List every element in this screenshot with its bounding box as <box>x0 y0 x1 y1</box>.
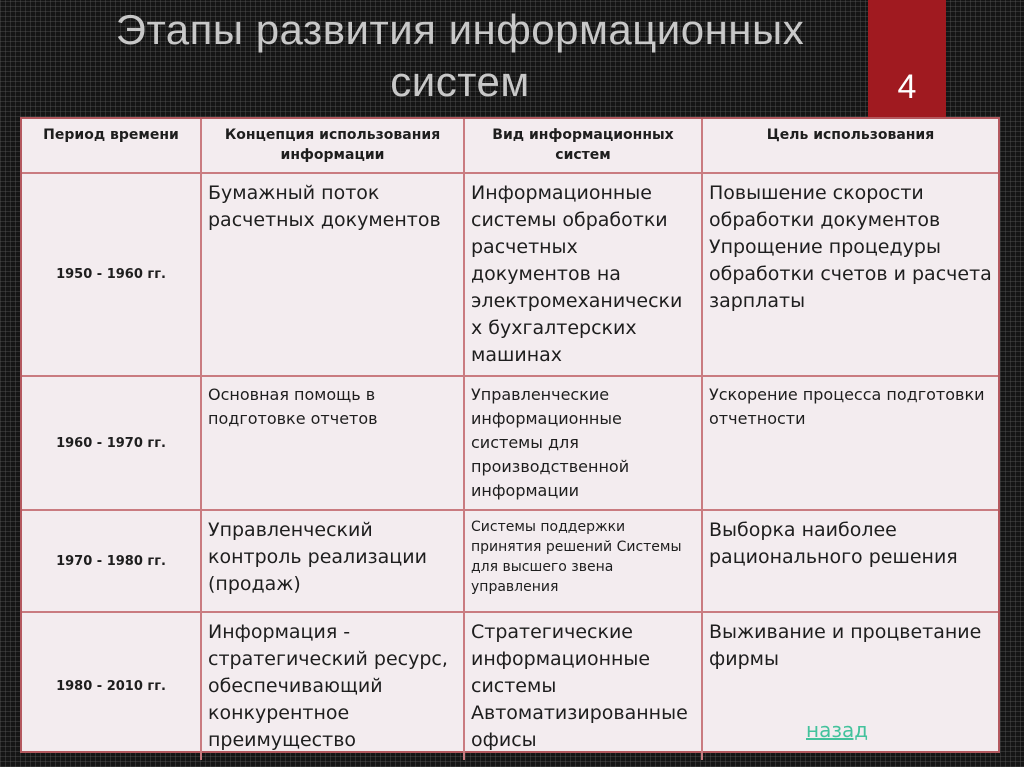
header-period: Период времени <box>22 119 201 173</box>
slide-title: Этапы развития информационных систем <box>115 6 805 105</box>
page-number-badge <box>868 0 946 125</box>
period-cell: 1950 - 1960 гг. <box>22 173 201 376</box>
goal-cell: Ускорение процесса подготовки отчетности <box>702 376 998 510</box>
goal-cell: Выживание и процветание фирмы <box>702 612 998 760</box>
period-cell: 1980 - 2010 гг. <box>22 612 201 760</box>
header-goal: Цель использования <box>702 119 998 173</box>
header-system-type: Вид информационных систем <box>464 119 702 173</box>
goal-cell: Выборка наиболее рационального решения <box>702 510 998 612</box>
header-concept: Концепция использования информации <box>201 119 464 173</box>
table-row <box>22 510 998 612</box>
table-row <box>22 376 998 510</box>
period-cell: 1970 - 1980 гг. <box>22 510 201 612</box>
goal-cell: Повышение скорости обработки документов Упрощение процедуры обработки счетов и расчета зарплаты <box>702 173 998 376</box>
concept-cell: Бумажный поток расчетных документов <box>201 173 464 376</box>
table-header-row <box>22 119 998 173</box>
concept-cell: Информация - стратегический ресурс, обеспечивающий конкурентное преимущество <box>201 612 464 760</box>
period-cell: 1960 - 1970 гг. <box>22 376 201 510</box>
page-number: 4 <box>897 68 917 106</box>
back-link[interactable]: назад <box>806 718 869 742</box>
stages-table <box>20 117 1000 753</box>
concept-cell: Основная помощь в подготовке отчетов <box>201 376 464 510</box>
concept-cell: Управленческий контроль реализации (продаж) <box>201 510 464 612</box>
table-row <box>22 173 998 376</box>
system-type-cell: Управленческие информационные системы для производственной информации <box>464 376 702 510</box>
system-type-cell: Системы поддержки принятия решений Системы для высшего звена управления <box>464 510 702 612</box>
system-type-cell: Стратегические информационные системы Автоматизированные офисы <box>464 612 702 760</box>
system-type-cell: Информационные системы обработки расчетных документов на электромеханически х бухгалтерских машинах <box>464 173 702 376</box>
